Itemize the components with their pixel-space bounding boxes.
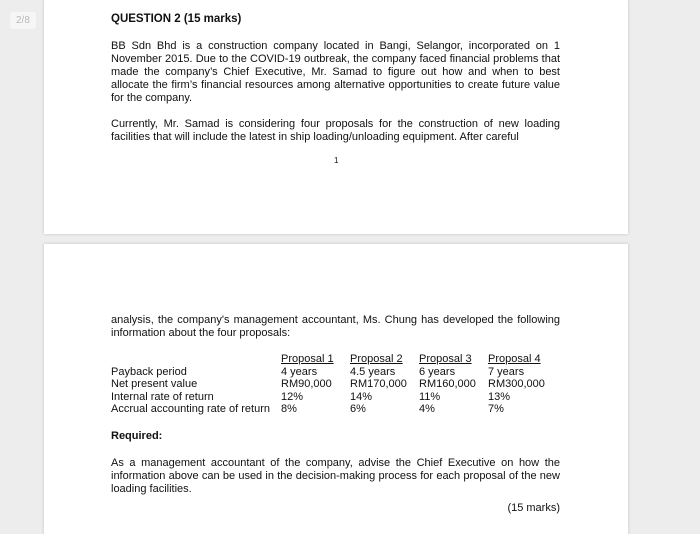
table-cell: 6%	[350, 403, 366, 415]
intro-paragraph: BB Sdn Bhd is a construction company located in Bangi, Selangor, incorporated on 1 November 2015. Due to the COVID-19 outbreak, the company faced financial problems that made the company’s Chief Executive, Mr. Samad to figure out how and when to best allocate the firm’s financial resources among alternative opportunities to create future value for the company.	[111, 40, 560, 104]
table-cell: RM300,000	[488, 378, 545, 390]
table-cell: 13%	[488, 390, 511, 403]
proposals-table	[111, 353, 545, 416]
table-cell: Accrual accounting rate of return	[111, 403, 270, 415]
table-cell: Payback period	[111, 365, 187, 378]
page-number: 1	[334, 156, 339, 165]
table-header-cell: Proposal 4	[488, 353, 541, 365]
table-cell: RM170,000	[350, 378, 407, 390]
analysis-paragraph: analysis, the company's management accountant, Ms. Chung has developed the following information about the four proposals:	[111, 314, 560, 339]
table-cell: 14%	[350, 390, 373, 403]
table-cell: 6 years	[419, 365, 456, 378]
table-cell: 4 years	[281, 365, 318, 378]
table-cell: Net present value	[111, 378, 198, 390]
marks-label: (15 marks)	[507, 501, 560, 514]
table-cell: 12%	[281, 390, 304, 403]
table-cell: 11%	[419, 390, 441, 403]
table-cell: Internal rate of return	[111, 390, 214, 403]
table-row	[111, 366, 545, 379]
table-cell: 7 years	[488, 365, 525, 378]
task-paragraph: As a management accountant of the company, advise the Chief Executive on how the information above can be used in the decision-making process for each proposal of the new loading facilities.	[111, 456, 560, 495]
table-header-cell: Proposal 1	[281, 353, 334, 365]
document-page-1	[44, 0, 628, 234]
page-1-content	[111, 13, 560, 144]
table-cell: RM160,000	[419, 378, 476, 390]
table-row	[111, 403, 545, 416]
table-header-cell	[111, 353, 281, 366]
table-cell: RM90,000	[281, 378, 332, 390]
question-title: QUESTION 2 (15 marks)	[111, 13, 242, 25]
table-cell: 8%	[281, 403, 297, 415]
table-header-cell: Proposal 2	[350, 353, 403, 365]
table-row	[111, 378, 545, 391]
table-row	[111, 391, 545, 404]
table-header-row	[111, 353, 545, 366]
page-indicator: 2/8	[10, 12, 36, 29]
page-2-content	[111, 314, 560, 515]
proposal-paragraph: Currently, Mr. Samad is considering four proposals for the construction of new loading facilities that will include the latest in ship loading/unloading equipment. After careful	[111, 118, 560, 143]
table-cell: 4%	[419, 403, 435, 415]
required-heading: Required:	[111, 429, 163, 442]
document-page-2	[44, 244, 628, 534]
table-header-cell: Proposal 3	[419, 353, 472, 365]
table-cell: 7%	[488, 403, 504, 415]
table-cell: 4.5 years	[350, 365, 396, 378]
